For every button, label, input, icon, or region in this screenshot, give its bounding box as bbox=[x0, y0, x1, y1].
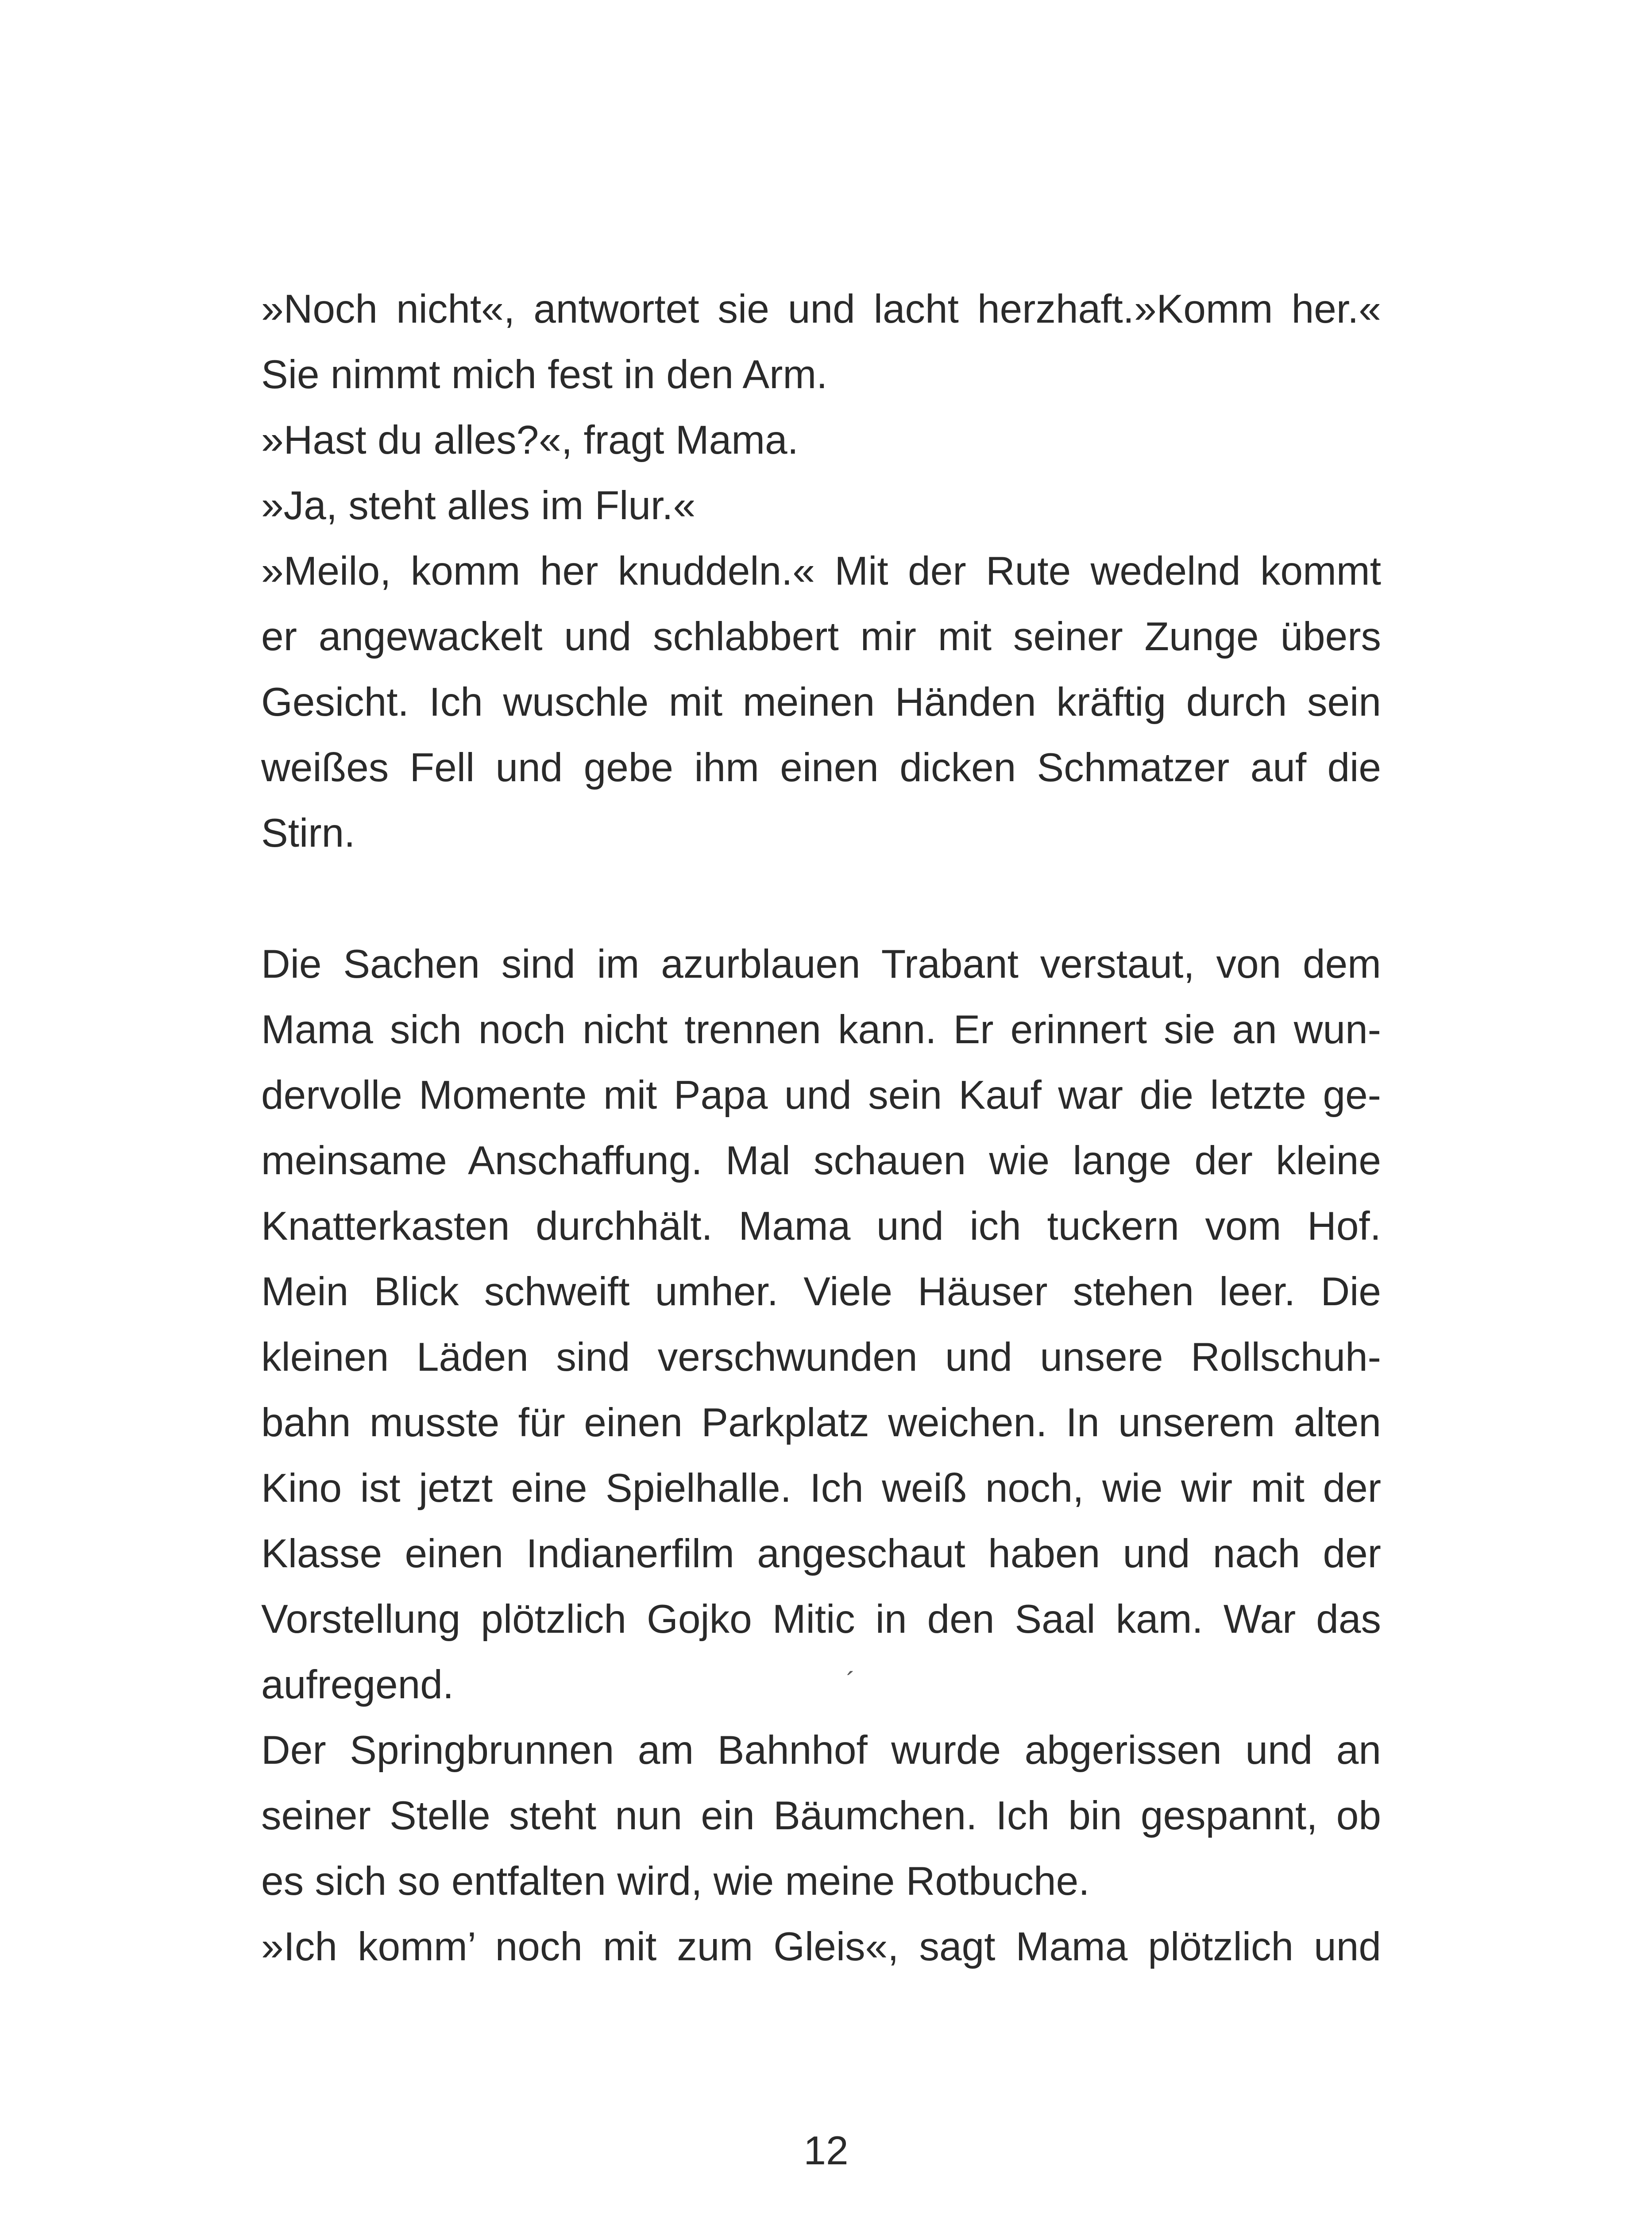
text-line: »Meilo, komm her knuddeln.« Mit der Rute wedelnd kommt bbox=[261, 549, 1381, 594]
text-line: Der Springbrunnen am Bahnhof wurde abgerissen und an bbox=[261, 1728, 1381, 1773]
text-line: Mein Blick schweift umher. Viele Häuser stehen leer. Die bbox=[261, 1269, 1381, 1314]
text-line: aufregend. bbox=[261, 1662, 454, 1707]
text-line: es sich so entfalten wird, wie meine Rotbuche. bbox=[261, 1859, 1090, 1904]
text-line: Knatterkasten durchhält. Mama und ich tuckern vom Hof. bbox=[261, 1204, 1381, 1249]
text-line: bahn musste für einen Parkplatz weichen. In unserem alten bbox=[261, 1400, 1381, 1445]
text-line: Mama sich noch nicht trennen kann. Er erinnert sie an wun- bbox=[261, 1007, 1381, 1052]
text-line: Vorstellung plötzlich Gojko Mitic in den Saal kam. War das bbox=[261, 1597, 1381, 1642]
text-line: »Ja, steht alles im Flur.« bbox=[261, 483, 696, 528]
text-line: »Ich komm’ noch mit zum Gleis«, sagt Mama plötzlich und bbox=[261, 1924, 1381, 1969]
text-line: kleinen Läden sind verschwunden und unsere Rollschuh- bbox=[261, 1335, 1381, 1380]
text-line: Klasse einen Indianerfilm angeschaut haben und nach der bbox=[261, 1531, 1381, 1576]
stray-accent-mark: ´ bbox=[846, 1667, 855, 1696]
text-line: er angewackelt und schlabbert mir mit seiner Zunge übers bbox=[261, 614, 1381, 659]
text-line: »Hast du alles?«, fragt Mama. bbox=[261, 418, 799, 463]
text-line: meinsame Anschaffung. Mal schauen wie lange der kleine bbox=[261, 1138, 1381, 1183]
text-line: Stirn. bbox=[261, 811, 355, 856]
paragraph-break bbox=[261, 866, 1381, 932]
page-number: 12 bbox=[803, 2128, 849, 2173]
text-line: dervolle Momente mit Papa und sein Kauf war die letzte ge- bbox=[261, 1073, 1381, 1118]
text-line: Die Sachen sind im azurblauen Trabant verstaut, von dem bbox=[261, 942, 1381, 987]
text-line: »Noch nicht«, antwortet sie und lacht herzhaft.»Komm her.« bbox=[261, 287, 1381, 332]
text-line: Kino ist jetzt eine Spielhalle. Ich weiß noch, wie wir mit der bbox=[261, 1466, 1381, 1511]
body-text bbox=[261, 277, 1381, 1980]
text-line: Sie nimmt mich fest in den Arm. bbox=[261, 352, 828, 397]
text-line: Gesicht. Ich wuschle mit meinen Händen kräftig durch sein bbox=[261, 680, 1381, 725]
text-line: weißes Fell und gebe ihm einen dicken Schmatzer auf die bbox=[261, 745, 1381, 790]
text-line: seiner Stelle steht nun ein Bäumchen. Ich bin gespannt, ob bbox=[261, 1793, 1381, 1838]
